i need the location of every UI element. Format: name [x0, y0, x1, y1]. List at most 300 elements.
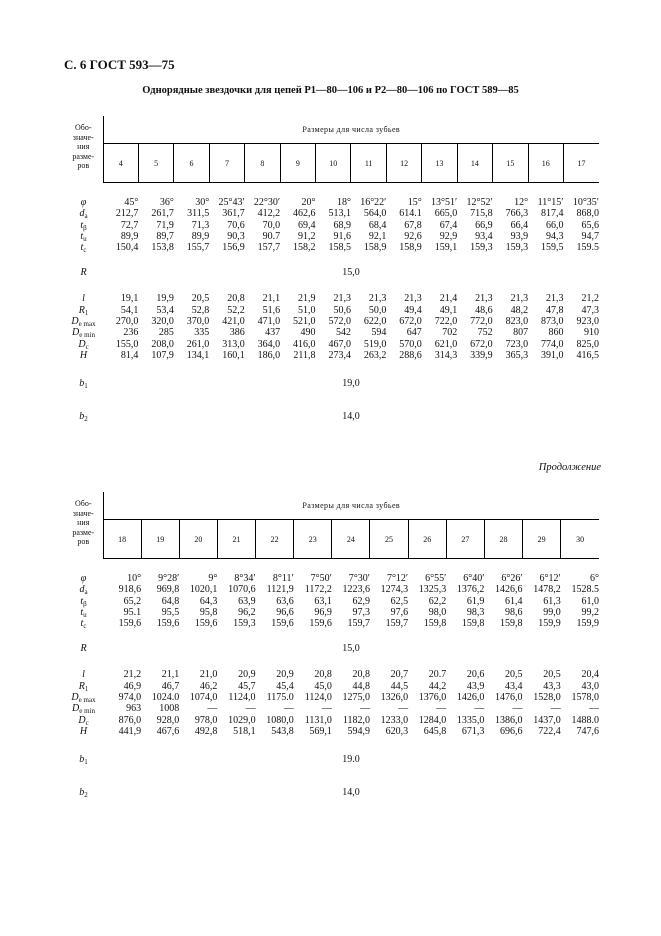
symbol-cell	[64, 703, 103, 714]
radius-row	[64, 261, 599, 285]
data-row-tooth-profile	[64, 350, 599, 361]
table-cell: —	[474, 703, 485, 715]
table-cell: 910	[584, 327, 599, 339]
data-row-tooth-profile	[64, 681, 599, 692]
symbol: H	[79, 725, 88, 737]
table-cell: 1275,0	[342, 692, 370, 704]
table-cell: 370,0	[186, 316, 210, 328]
data-row-geometry	[64, 231, 599, 242]
table-cell: 696,6	[500, 725, 523, 737]
table-cell: 93,9	[510, 230, 529, 242]
table-cell: 6°55′	[425, 573, 447, 584]
table-cell: 543,8	[271, 725, 294, 737]
table-cell: 159,6	[271, 618, 294, 630]
width-row-b1	[64, 743, 599, 776]
table-cell: 8°11′	[272, 573, 294, 584]
table-cell: 12°52′	[466, 197, 493, 208]
table-cell: 95,5	[161, 606, 180, 618]
table-cell: 97,6	[390, 606, 409, 618]
table-cell: 68,4	[368, 219, 387, 231]
table-cell: 1024.0	[151, 692, 180, 704]
symbol-cell	[64, 350, 103, 361]
table-cell: 441,9	[118, 725, 142, 737]
data-row-geometry	[64, 584, 599, 595]
teeth-count: 27	[446, 520, 484, 559]
spacer-row	[64, 559, 599, 574]
table-cell: 22°30′	[253, 197, 281, 208]
merged-value: 14,0	[342, 411, 360, 423]
table-cell: 1008	[159, 703, 180, 715]
symbol-cell	[64, 715, 103, 726]
table-cell: 20,6	[466, 669, 485, 681]
table-cell: 1131,0	[304, 714, 332, 726]
table-cell: 159,3	[470, 242, 493, 254]
table-cell: 313,0	[222, 338, 245, 350]
table-cell: 1386,0	[495, 714, 523, 726]
table-cell: 9°	[208, 573, 218, 584]
table-cell: 21,2	[123, 669, 142, 681]
symbol: φ	[80, 197, 87, 208]
table-cell: 158,2	[293, 242, 316, 254]
table-cell: 95.1	[123, 606, 142, 618]
table-cell: 43,4	[505, 680, 523, 692]
header-row	[64, 492, 599, 520]
symbol-subscript: 1	[84, 758, 88, 767]
table-cell: 19,9	[156, 293, 174, 305]
table-cell: 157,7	[257, 242, 281, 254]
table-cell: 159,5	[540, 242, 564, 254]
data-row-geometry	[64, 242, 599, 253]
table-cell: 20,9	[276, 669, 294, 681]
symbol-subscript: c	[83, 622, 87, 631]
table-cell: 47,8	[545, 304, 564, 316]
table-cell: 263,2	[363, 349, 387, 361]
table-cell: 62,2	[428, 595, 447, 607]
data-row-tooth-profile	[64, 327, 599, 338]
teeth-count: 16	[528, 144, 563, 183]
table-cell: —	[589, 703, 599, 715]
corner-header-line: Обо-	[74, 123, 92, 132]
table-cell: 65,2	[123, 595, 142, 607]
table-cell: 21,2	[581, 293, 599, 305]
corner-header-line: Обо-	[74, 499, 92, 508]
symbol-cell	[64, 584, 103, 595]
symbol-cell	[64, 242, 103, 253]
table-cell: 51,6	[262, 304, 281, 316]
table-cell: 1124,0	[228, 692, 256, 704]
table-cell: 1578,0	[571, 692, 599, 704]
data-row-tooth-profile	[64, 703, 599, 714]
data-row-geometry	[64, 618, 599, 629]
table-cell: 873,0	[540, 316, 564, 328]
table-cell: 153,8	[151, 242, 174, 254]
table-cell: 7°12′	[386, 573, 409, 584]
table-cell: 620,3	[385, 725, 409, 737]
table-cell: 21,3	[368, 293, 387, 305]
table-cell: 70,6	[227, 219, 245, 231]
sprocket-table-teeth-4-17	[64, 116, 599, 433]
data-row-geometry	[64, 607, 599, 618]
table-cell: 467,6	[156, 725, 180, 737]
teeth-count: 17	[563, 144, 599, 183]
teeth-count: 9	[280, 144, 315, 183]
table-cell: 594,9	[347, 725, 370, 737]
symbol-cell	[64, 596, 103, 607]
table-cell: 63,6	[276, 595, 294, 607]
table-cell: 823,0	[505, 316, 529, 328]
symbol-subscript: a	[84, 212, 88, 221]
table-cell: 12°	[514, 197, 529, 208]
data-row-tooth-profile	[64, 692, 599, 703]
table-cell: 1274,3	[380, 584, 409, 596]
table-cell: 1326,0	[380, 692, 409, 704]
table-cell: 159,9	[538, 618, 561, 630]
symbol: t	[80, 230, 84, 242]
table-cell: 519,0	[363, 338, 387, 350]
symbol-subscript: c	[85, 342, 89, 351]
table-cell: —	[321, 703, 332, 715]
table-cell: 416,0	[293, 338, 316, 350]
table-cell: 1020,1	[189, 584, 218, 596]
teeth-count: 22	[256, 520, 294, 559]
table-cell: 569,1	[309, 725, 332, 737]
teeth-count: 18	[103, 520, 141, 559]
symbol-subscript: 2	[84, 791, 88, 800]
table-cell: 421,0	[222, 316, 245, 328]
table-cell: 64,8	[161, 595, 180, 607]
table-cell: 7°50′	[310, 573, 332, 584]
table-cell: 1528.5	[571, 584, 599, 596]
symbol: t	[80, 595, 84, 607]
table-cell: 1478,2	[533, 584, 561, 596]
teeth-count: 29	[523, 520, 561, 559]
table-cell: 766,3	[505, 208, 529, 220]
teeth-count-row	[64, 520, 599, 559]
table-cell: 96,9	[314, 606, 332, 618]
data-row-geometry	[64, 596, 599, 607]
table-cell: 158,9	[399, 242, 422, 254]
table-cell: 7°30′	[348, 573, 370, 584]
table-cell: 50,6	[333, 304, 351, 316]
table-cell: 1376,2	[456, 584, 485, 596]
table-cell: 52,8	[191, 304, 210, 316]
symbol: D	[78, 714, 86, 726]
corner-header-line: значе-	[72, 508, 94, 518]
table-cell: 825,0	[576, 338, 599, 350]
symbol: d	[79, 584, 85, 596]
data-row-geometry	[64, 208, 599, 219]
symbol-subscript: 1	[84, 684, 89, 693]
merged-value: 19,0	[342, 378, 360, 390]
spacer-row	[64, 285, 599, 293]
table-cell: 150,4	[115, 242, 139, 254]
symbol: t	[80, 606, 84, 618]
table-cell: 614.1	[399, 208, 422, 220]
table-cell: 1426,0	[456, 692, 485, 704]
table-cell: 672,0	[399, 316, 422, 328]
table-cell: 817,4	[540, 208, 564, 220]
table-cell: 20,4	[581, 669, 599, 681]
table-cell: 722,4	[538, 725, 561, 737]
table-cell: 69,4	[298, 219, 316, 231]
table-cell: 492,8	[194, 725, 218, 737]
table-cell: 1325,3	[418, 584, 447, 596]
symbol: D	[78, 338, 86, 350]
table-cell: 1335,0	[456, 714, 485, 726]
table-cell: 156,9	[222, 242, 245, 254]
table-cell: 20.7	[428, 669, 447, 681]
symbol: R	[78, 304, 85, 316]
symbol-cell	[64, 339, 103, 350]
table-cell: 95,8	[199, 606, 218, 618]
data-row-tooth-profile	[64, 316, 599, 327]
table-cell: 44,8	[352, 680, 370, 692]
symbol: b	[79, 378, 85, 390]
symbol-cell	[64, 305, 103, 316]
table-cell: 90,3	[227, 230, 245, 242]
table-cell: 52,2	[227, 304, 245, 316]
table-cell: 20,8	[227, 293, 245, 305]
symbol: D	[71, 692, 79, 704]
table-cell: 90.7	[262, 230, 281, 242]
corner-header-line: ния	[77, 518, 90, 528]
table-cell: —	[512, 703, 523, 715]
table-cell: 715,8	[470, 208, 493, 220]
table-cell: 21,1	[262, 293, 281, 305]
table-cell: 774,0	[540, 338, 564, 350]
table-cell: 10°35′	[572, 197, 599, 208]
symbol: t	[80, 219, 84, 231]
table-cell: 270,0	[115, 316, 139, 328]
table-cell: 212,7	[115, 208, 139, 220]
table-cell: 92,6	[404, 230, 422, 242]
table-cell: 594	[371, 327, 387, 339]
symbol-cell	[64, 726, 103, 737]
table-cell: 81,4	[120, 349, 139, 361]
table-cell: 159,7	[385, 618, 409, 630]
table-cell: 572,0	[328, 316, 351, 328]
symbol-cell	[64, 316, 103, 327]
corner-header	[64, 116, 103, 183]
table-cell: 1175.0	[266, 692, 294, 704]
table-cell: 45,7	[238, 680, 256, 692]
table-cell: 21,9	[298, 293, 316, 305]
corner-header-line: разме-	[72, 151, 95, 161]
table-cell: 48,6	[475, 304, 493, 316]
table-cell: 311,5	[187, 208, 210, 220]
table-cell: 30°	[195, 197, 210, 208]
table-cell: 94,3	[545, 230, 564, 242]
symbol: R	[80, 643, 87, 655]
data-row-geometry	[64, 573, 599, 584]
data-row-tooth-profile	[64, 715, 599, 726]
width-row-b1	[64, 367, 599, 400]
symbol: t	[80, 242, 84, 254]
table-cell: 1124,0	[304, 692, 332, 704]
symbol-subscript: c	[85, 718, 89, 727]
table-cell: 918,6	[118, 584, 142, 596]
symbol-subscript: e max	[78, 320, 96, 329]
table-cell: 647	[406, 327, 422, 339]
table-cell: 159,3	[233, 618, 256, 630]
table-cell: 671,3	[461, 725, 485, 737]
table-cell: 20,5	[191, 293, 210, 305]
table-cell: 21,3	[404, 293, 422, 305]
table-cell: 21,3	[475, 293, 493, 305]
symbol-subscript: u	[83, 610, 87, 619]
table-cell: 1376,0	[418, 692, 447, 704]
table-cell: 20,7	[390, 669, 409, 681]
table-cell: 67,8	[404, 219, 422, 231]
table-cell: 36°	[159, 197, 174, 208]
data-row-tooth-profile	[64, 726, 599, 737]
table-cell: 1070,6	[228, 584, 256, 596]
table-cell: 48,2	[510, 304, 529, 316]
table-cell: 155,0	[115, 338, 139, 350]
sprocket-table-teeth-18-30	[64, 492, 599, 809]
teeth-count: 24	[332, 520, 370, 559]
table-cell: 467,0	[328, 338, 351, 350]
table-cell: 20°	[301, 197, 316, 208]
table-cell: 807	[513, 327, 529, 339]
table-cell: 261,7	[151, 208, 174, 220]
table-cell: 622,0	[363, 316, 387, 328]
teeth-count: 10	[316, 144, 351, 183]
table-cell: 45°	[124, 197, 139, 208]
table-cell: 65,6	[581, 219, 599, 231]
table-cell: 860	[548, 327, 564, 339]
table-cell: 6°26′	[501, 573, 523, 584]
symbol: H	[79, 349, 88, 361]
table-cell: 978,0	[194, 714, 218, 726]
table-cell: 11°15′	[537, 197, 564, 208]
symbol-cell	[64, 607, 103, 618]
table-cell: 1223,6	[342, 584, 370, 596]
spacer-row	[64, 253, 599, 261]
merged-value: 15,0	[342, 267, 360, 279]
table-cell: 46,2	[199, 680, 218, 692]
teeth-count: 14	[457, 144, 492, 183]
table-cell: 723,0	[505, 338, 529, 350]
table-cell: 1172,2	[304, 584, 332, 596]
table-cell: 44,2	[428, 680, 447, 692]
table-cell: 49,1	[439, 304, 458, 316]
spacer-cell	[64, 285, 599, 293]
table-cell: 16°22′	[360, 197, 387, 208]
table-cell: 53,4	[156, 304, 174, 316]
table-cell: 1476,0	[495, 692, 523, 704]
table-cell: 159,8	[461, 618, 485, 630]
table-cell: 928,0	[156, 714, 180, 726]
table-cell: 20,8	[352, 669, 370, 681]
table-cell: 159,6	[118, 618, 142, 630]
table-cell: 159,6	[309, 618, 332, 630]
table-cell: —	[359, 703, 370, 715]
symbol: D	[72, 703, 80, 715]
table-cell: 437	[265, 327, 281, 339]
table-cell: 15°	[407, 197, 422, 208]
table-cell: 365,3	[505, 349, 529, 361]
table-cell: 61,9	[466, 595, 485, 607]
table-cell: 89,7	[156, 230, 174, 242]
table-cell: 974,0	[118, 692, 142, 704]
teeth-count: 15	[493, 144, 528, 183]
table-cell: 92,1	[368, 230, 387, 242]
table-cell: 43,0	[581, 680, 599, 692]
table-cell: 542	[335, 327, 351, 339]
symbol-cell	[64, 776, 103, 809]
symbol-cell	[64, 669, 103, 680]
table-cell: 20,5	[543, 669, 561, 681]
table-cell: 1074,0	[189, 692, 218, 704]
table-cell: 923,0	[576, 316, 599, 328]
table-cell: 969,8	[156, 584, 180, 596]
table-cell: 386	[229, 327, 245, 339]
table-cell: 672,0	[470, 338, 493, 350]
table-cell: 320,0	[151, 316, 174, 328]
table-caption: Однорядные звездочки для цепей Р1—80—106 и Р2—80—106 по ГОСТ 589—85	[142, 85, 519, 96]
corner-header-line: разме-	[72, 527, 95, 537]
symbol: b	[79, 411, 85, 423]
symbol: b	[79, 787, 85, 799]
table-cell: 159,6	[156, 618, 180, 630]
corner-header-line: значе-	[72, 132, 94, 142]
table-cell: 98,3	[466, 606, 485, 618]
table-cell: 99,2	[581, 606, 599, 618]
symbol-subscript: c	[83, 246, 87, 255]
table-cell: 64,3	[199, 595, 218, 607]
table-cell: 160,1	[222, 349, 245, 361]
table-cell: —	[436, 703, 447, 715]
symbol-cell	[64, 692, 103, 703]
symbol-subscript: β	[83, 599, 87, 608]
table-cell: 158,5	[328, 242, 351, 254]
table-cell: 288,6	[399, 349, 422, 361]
table-cell: —	[207, 703, 218, 715]
table-cell: 159.5	[576, 242, 599, 254]
teeth-count: 6	[174, 144, 209, 183]
symbol: R	[78, 680, 85, 692]
symbol-cell	[64, 743, 103, 776]
table-cell: 208,0	[151, 338, 174, 350]
table-cell: 752	[477, 327, 493, 339]
table-cell: 564,0	[363, 208, 387, 220]
table-cell: 96,6	[276, 606, 294, 618]
table-cell: 96,2	[238, 606, 256, 618]
table-cell: 211,8	[293, 349, 316, 361]
table-cell: 61,0	[581, 595, 599, 607]
table-cell: 54,1	[120, 304, 139, 316]
data-row-tooth-profile	[64, 305, 599, 316]
table-cell: —	[550, 703, 561, 715]
table-cell: 21,4	[439, 293, 458, 305]
teeth-count: 23	[294, 520, 332, 559]
table-cell: 66,9	[475, 219, 493, 231]
table-cell: 155,7	[186, 242, 210, 254]
symbol-cell	[64, 573, 103, 584]
symbol-subscript: a	[84, 588, 88, 597]
table-cell: 364,0	[257, 338, 281, 350]
spacer-cell	[64, 629, 599, 637]
table-cell: 71,3	[191, 219, 210, 231]
symbol-cell	[64, 327, 103, 338]
symbol-subscript: 1	[84, 308, 89, 317]
table-cell: 44,5	[390, 680, 409, 692]
table-cell: 335	[194, 327, 210, 339]
table-cell: 722,0	[434, 316, 458, 328]
spacer-cell	[64, 253, 599, 261]
table-cell: 1080,0	[266, 714, 294, 726]
